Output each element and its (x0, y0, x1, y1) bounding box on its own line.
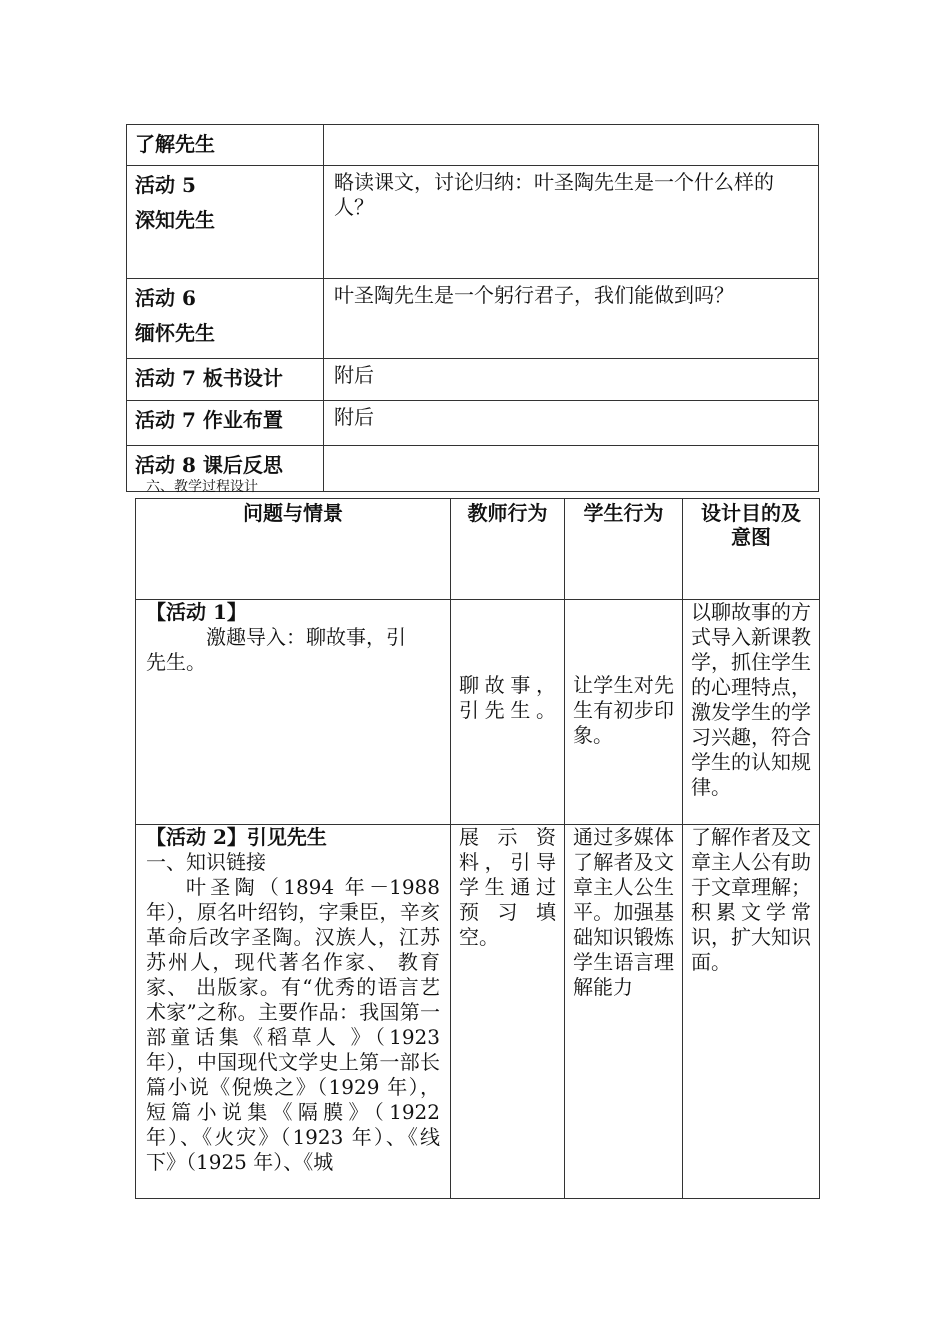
purpose-text: 以聊故事的方式导入新课教学，抓住学生的心理特点，激发学生的学习兴趣，符合学生的认知规律。 (691, 600, 811, 799)
scene-text: 激趣导入：聊故事，引先生。 (146, 625, 406, 674)
summary-content (324, 125, 819, 166)
purpose-cell (683, 600, 820, 825)
summary-content: 略读课文，讨论归纳：叶圣陶先生是一个什么样的人？ (324, 166, 819, 279)
header-teacher: 教师行为 (451, 499, 565, 600)
summary-row (127, 125, 819, 166)
section-heading: 六、教学过程设计 (146, 479, 258, 495)
teacher-text: 展示资料，引导学生通过预习填空。 (459, 825, 556, 949)
summary-label: 活动 6 缅怀先生 (127, 279, 324, 359)
summary-row (127, 401, 819, 446)
student-text: 让学生对先生有初步印象。 (573, 673, 674, 747)
teacher-cell (451, 825, 565, 1199)
student-text: 通过多媒体了解者及文章主人公生平。加强基础知识锻炼学生语言理解能力 (573, 825, 674, 999)
header-row (136, 499, 820, 600)
teaching-process-table (135, 498, 820, 1199)
header-purpose: 设计目的及意图 (683, 499, 820, 600)
summary-label: 了解先生 (127, 125, 324, 166)
summary-row (127, 359, 819, 401)
scene-cell (136, 825, 451, 1199)
header-scene: 问题与情景 (136, 499, 451, 600)
summary-label: 活动 7 板书设计 (127, 359, 324, 401)
table-row (136, 600, 820, 825)
student-cell (565, 825, 683, 1199)
teacher-cell (451, 600, 565, 825)
table-row (136, 825, 820, 1199)
summary-content: 叶圣陶先生是一个躬行君子，我们能做到吗？ (324, 279, 819, 359)
scene-subtitle: 一、知识链接 (146, 850, 266, 874)
teacher-text: 聊故事，引先生。 (459, 673, 556, 722)
purpose-cell (683, 825, 820, 1199)
header-student: 学生行为 (565, 499, 683, 600)
summary-row (127, 166, 819, 279)
scene-cell (136, 600, 451, 825)
scene-text: 叶圣陶（1894 年－1988 年），原名叶绍钧，字秉臣，辛亥革命后改字圣陶。汉族人，江苏苏州人，现代著名作家、 教育家、 出版家。有“优秀的语言艺术家”之称。主要作品：我国第一部童话集《稻草人 》（1923 年），中国现代文学史上第一部长篇小说《倪焕之》（1929 年），短篇小说集《隔膜》（1922 年）、《火灾》（1923 年）、《线下》（1925 年）、《城 (146, 875, 440, 1174)
summary-content (324, 446, 819, 492)
summary-row (127, 279, 819, 359)
summary-label: 活动 5 深知先生 (127, 166, 324, 279)
activity-title: 【活动 2】引见先生 (146, 825, 327, 849)
summary-content: 附后 (324, 359, 819, 401)
activity-summary-table (126, 124, 819, 492)
purpose-text: 了解作者及文章主人公有助于文章理解；积累文学常识，扩大知识面。 (691, 825, 811, 974)
student-cell (565, 600, 683, 825)
summary-content: 附后 (324, 401, 819, 446)
summary-label: 活动 7 作业布置 (127, 401, 324, 446)
activity-title: 【活动 1】 (146, 600, 247, 624)
summary-label: 活动 8 课后反思 (127, 446, 324, 492)
